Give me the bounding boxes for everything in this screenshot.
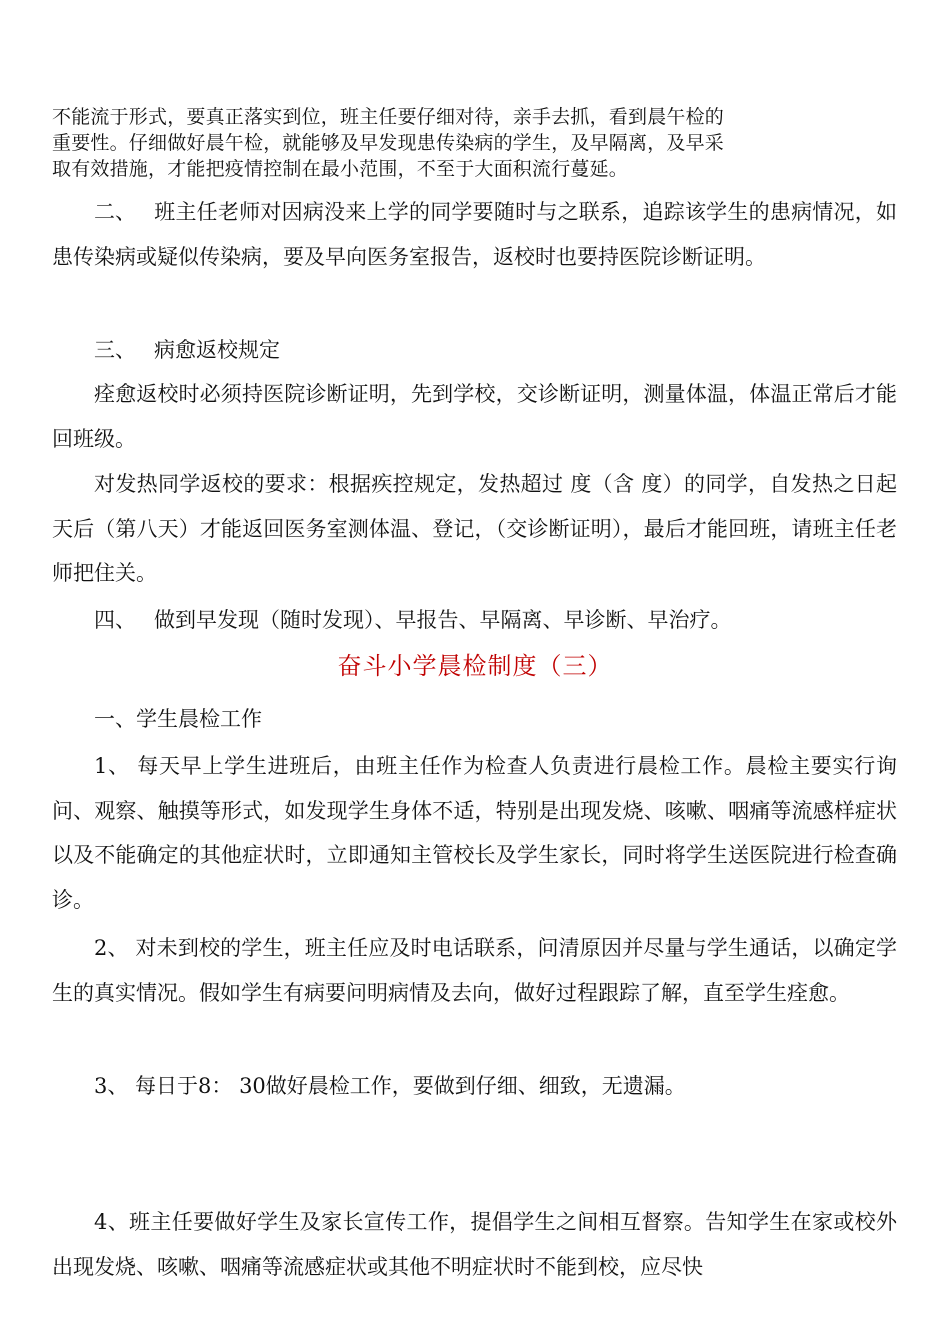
- section-four-heading: [52, 598, 897, 643]
- intro-line: 取有效措施，才能把疫情控制在最小范围，不至于大面积流行蔓延。: [52, 158, 629, 180]
- section-number: 三、: [94, 338, 136, 362]
- list-item: 4、班主任要做好学生及家长宣传工作，提倡学生之间相互督察。告知学生在家或校外出现发烧、咳嗽、咽痛等流感症状或其他不明症状时不能到校，应尽快: [52, 1210, 897, 1279]
- document-title: 奋斗小学晨检制度（三）: [337, 652, 613, 680]
- section-number: 四、: [94, 608, 136, 632]
- section-text: 班主任老师对因病没来上学的同学要随时与之联系，追踪该学生的患病情况，如患传染病或疑似传染病，要及早向医务室报告，返校时也要持医院诊断证明。: [52, 200, 897, 269]
- intro-line: 不能流于形式，要真正落实到位，班主任要仔细对待，亲手去抓，看到晨午检的: [52, 106, 725, 128]
- intro-line: 重要性。仔细做好晨午检，就能够及早发现患传染病的学生，及早隔离，及早采: [52, 132, 725, 154]
- part-one-heading: 一、学生晨检工作: [94, 707, 262, 731]
- return-rule-paragraph: 痊愈返校时必须持医院诊断证明，先到学校，交诊断证明，测量体温，体温正常后才能回班级。: [52, 382, 897, 451]
- section-two-paragraph: [52, 190, 897, 279]
- list-item: 1、 每天早上学生进班后，由班主任作为检查人负责进行晨检工作。晨检主要实行询问、观察、触摸等形式，如发现学生身体不适，特别是出现发烧、咳嗽、咽痛等流感样症状以及不能确定的其他症状时，立即通知主管校长及学生家长，同时将学生送医院进行检查确诊。: [52, 754, 897, 912]
- list-item: 3、 每日于8： 30做好晨检工作，要做到仔细、细致，无遗漏。: [94, 1074, 686, 1098]
- fever-rule-paragraph: 对发热同学返校的要求：根据疾控规定，发热超过 度（含 度）的同学，自发热之日起 天后（第八天）才能返回医务室测体温、登记，（交诊断证明），最后才能回班，请班主任老师把住关。: [52, 472, 897, 585]
- section-title: 病愈返校规定: [154, 338, 280, 362]
- intro-paragraph: [52, 104, 872, 182]
- section-three-heading: [52, 328, 897, 373]
- list-item: 2、 对未到校的学生，班主任应及时电话联系，问清原因并尽量与学生通话，以确定学生的真实情况。假如学生有病要问明病情及去向，做好过程跟踪了解，直至学生痊愈。: [52, 936, 897, 1005]
- section-number: 二、: [94, 200, 136, 224]
- section-text: 做到早发现（随时发现）、早报告、早隔离、早诊断、早治疗。: [154, 608, 732, 632]
